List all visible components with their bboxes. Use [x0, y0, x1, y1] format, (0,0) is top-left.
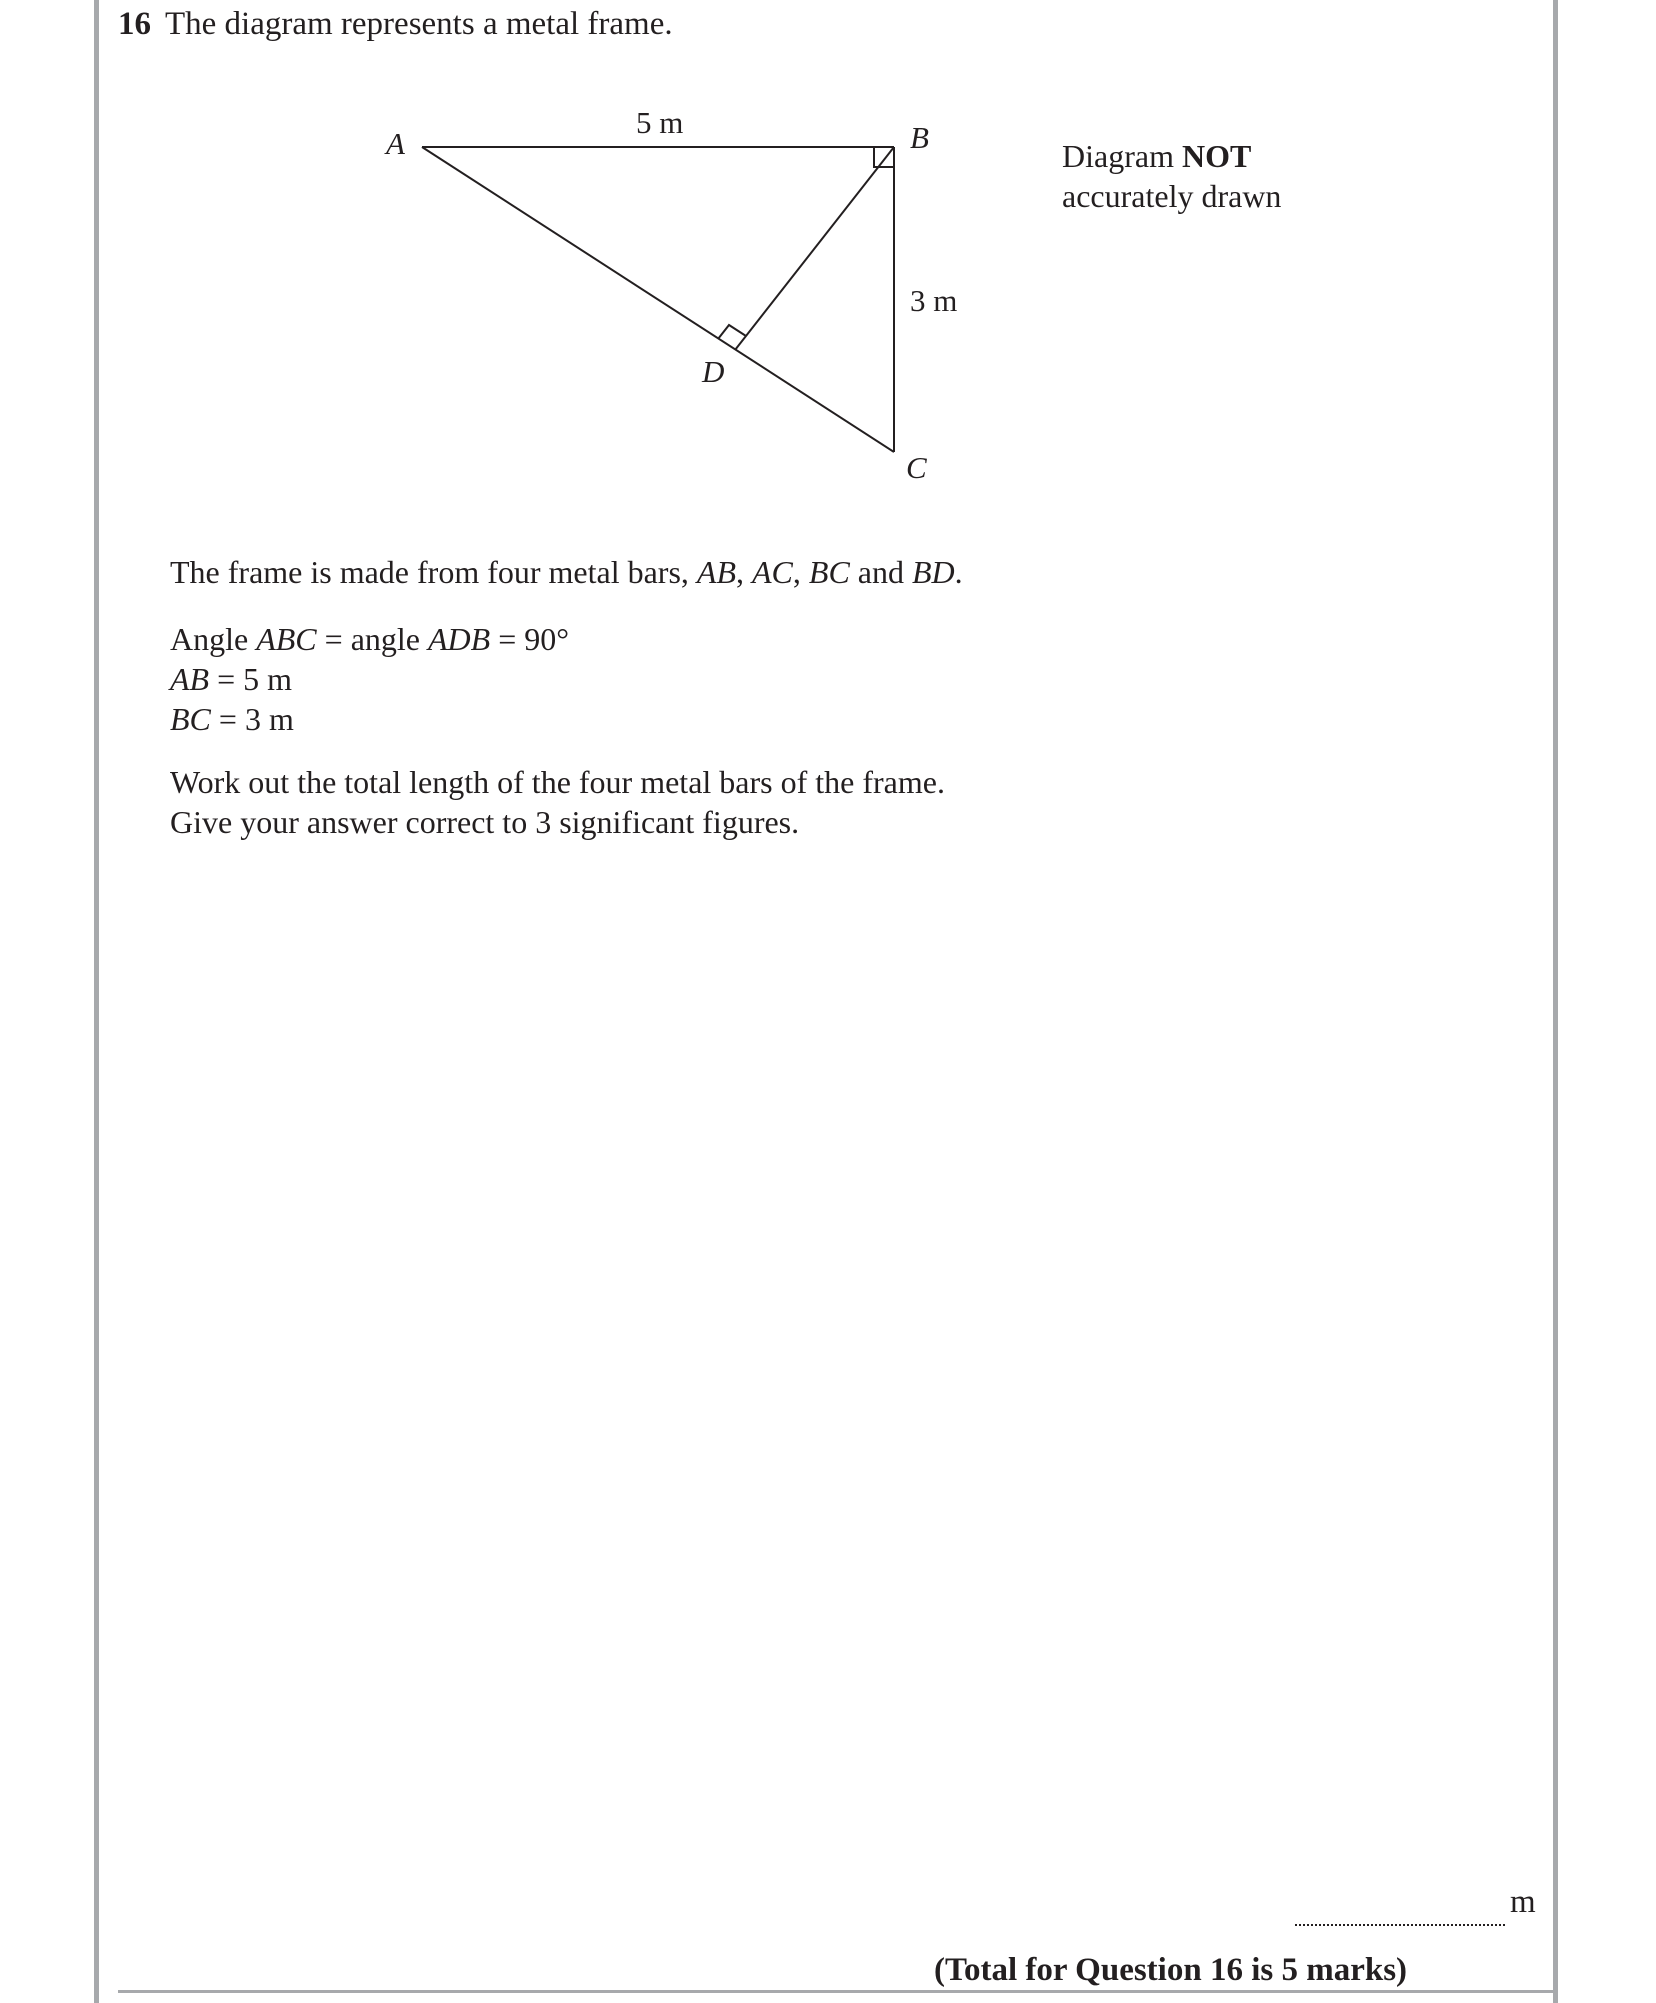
bottom-rule	[118, 1990, 1553, 1993]
length-label-ab: 5 m	[636, 105, 684, 140]
angle-adb: ADB	[427, 621, 491, 657]
answer-unit: m	[1510, 1884, 1536, 1920]
point-label-b: B	[910, 120, 929, 155]
bar-ac	[422, 147, 894, 452]
frame-description-start: The frame is made from four metal bars,	[170, 554, 697, 590]
segment-bc: BC	[170, 701, 211, 737]
diagram-note	[1062, 136, 1281, 216]
triangle-diagram	[0, 0, 1656, 500]
bar-name-ac: AC	[752, 554, 793, 590]
answer-line[interactable]	[1295, 1924, 1505, 1926]
note-bold: NOT	[1181, 138, 1252, 174]
point-label-c: C	[906, 450, 927, 485]
and-word: and	[849, 554, 912, 590]
note-line-2: accurately drawn	[1062, 178, 1282, 214]
ab-value: = 5 m	[209, 661, 293, 697]
length-label-bc: 3 m	[910, 283, 958, 318]
bar-name-ab: AB	[696, 554, 736, 590]
task-line-2: Give your answer correct to 3 significant figures.	[170, 804, 800, 840]
bar-name-bc: BC	[808, 554, 850, 590]
angle-mid: = angle	[316, 621, 428, 657]
given-ab	[170, 659, 569, 699]
segment-ab: AB	[170, 661, 210, 697]
separator: ,	[792, 554, 809, 590]
point-label-d: D	[702, 354, 725, 389]
separator: ,	[736, 554, 752, 590]
frame-description	[170, 552, 963, 592]
task-line-1: Work out the total length of the four metal bars of the frame.	[170, 764, 945, 800]
given-angles	[170, 619, 569, 659]
question-number: 16	[118, 6, 151, 42]
given-facts	[170, 619, 569, 739]
bar-name-bd: BD	[911, 554, 955, 590]
angle-value: = 90°	[490, 621, 570, 657]
total-marks: (Total for Question 16 is 5 marks)	[934, 1952, 1408, 1988]
bar-bd	[735, 147, 894, 350]
note-text: Diagram	[1062, 138, 1182, 174]
angle-abc: ABC	[256, 621, 317, 657]
angle-word: Angle	[170, 621, 257, 657]
right-angle-marker-d	[718, 325, 746, 339]
point-label-a: A	[386, 126, 405, 161]
given-bc	[170, 699, 569, 739]
full-stop: .	[954, 554, 963, 590]
task-instructions	[170, 762, 945, 842]
bc-value: = 3 m	[210, 701, 294, 737]
question-intro: The diagram represents a metal frame.	[165, 6, 673, 42]
